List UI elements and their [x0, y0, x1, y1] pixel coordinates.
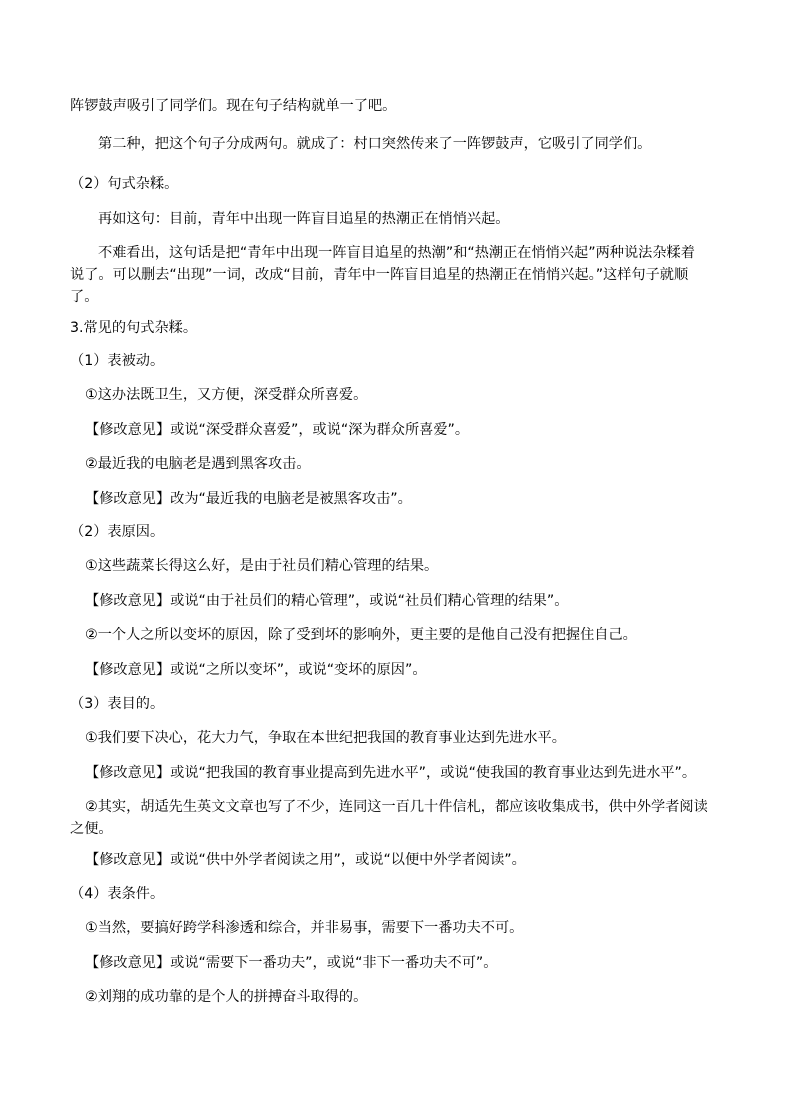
revision-note: 【修改意见】或说“之所以变坏”，或说“变坏的原因”。 — [85, 662, 427, 678]
paragraph-line: 第二种，把这个句子分成两句。就成了：村口突然传来了一阵锣鼓声，它吸引了同学们。 — [98, 136, 652, 152]
section-heading: （2）句式杂糅。 — [70, 176, 179, 192]
revision-note: 【修改意见】或说“供中外学者阅读之用”，或说“以便中外学者阅读”。 — [85, 852, 526, 868]
example-sentence: ②最近我的电脑老是遇到黑客攻击。 — [85, 456, 311, 472]
example-sentence: ②刘翔的成功靠的是个人的拼搏奋斗取得的。 — [85, 989, 368, 1005]
subsection-heading: （1）表被动。 — [70, 353, 165, 369]
revision-note: 【修改意见】或说“需要下一番功夫”，或说“非下一番功夫不可”。 — [85, 955, 498, 971]
example-sentence: ①这些蔬菜长得这么好，是由于社员们精心管理的结果。 — [85, 558, 439, 574]
section-heading: 3.常见的句式杂糅。 — [70, 320, 198, 336]
subsection-heading: （4）表条件。 — [70, 886, 165, 902]
example-sentence: ①我们要下决心，花大力气，争取在本世纪把我国的教育事业达到先进水平。 — [85, 730, 566, 746]
example-sentence: ①这办法既卫生，又方便，深受群众所喜爱。 — [85, 387, 368, 403]
revision-note: 【修改意见】或说“把我国的教育事业提高到先进水平”，或说“使我国的教育事业达到先进水平”。 — [85, 765, 697, 781]
paragraph-line: 再如这句：目前，青年中出现一阵盲目追星的热潮正在悄悄兴起。 — [98, 211, 510, 227]
example-sentence: ②其实，胡适先生英文文章也写了不少，连同这一百几十件信札，都应该收集成书，供中外学者阅读之便。 — [70, 799, 708, 837]
subsection-heading: （3）表目的。 — [70, 696, 165, 712]
revision-note: 【修改意见】改为“最近我的电脑老是被黑客攻击”。 — [85, 491, 412, 507]
paragraph-line: 阵锣鼓声吸引了同学们。现在句子结构就单一了吧。 — [70, 98, 397, 114]
subsection-heading: （2）表原因。 — [70, 524, 165, 540]
example-sentence: ①当然，要搞好跨学科渗透和综合，并非易事，需要下一番功夫不可。 — [85, 920, 524, 936]
example-sentence: ②一个人之所以变坏的原因，除了受到坏的影响外，更主要的是他自己没有把握住自己。 — [85, 627, 637, 643]
paragraph: 不难看出，这句话是把“青年中出现一阵盲目追星的热潮”和“热潮正在悄悄兴起”两种说法杂糅着说了。可以删去“出现”一词，改成“目前，青年中一阵盲目追星的热潮正在悄悄兴起。”这样句子就顺了。 — [70, 245, 695, 305]
revision-note: 【修改意见】或说“由于社员们的精心管理”，或说“社员们精心管理的结果”。 — [85, 593, 569, 609]
revision-note: 【修改意见】或说“深受群众喜爱”，或说“深为群众所喜爱”。 — [85, 422, 470, 438]
